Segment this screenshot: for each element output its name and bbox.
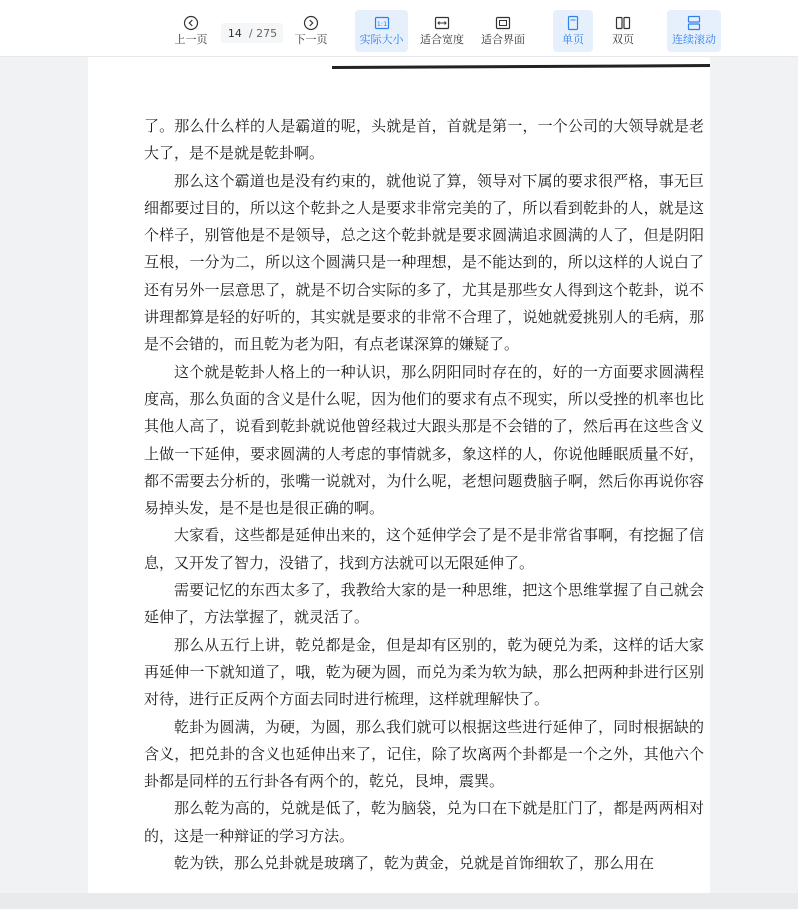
paragraph: 那么从五行上讲，乾兑都是金，但是却有区别的，乾为硬兑为柔，这样的话大家再延伸一下就知道了，哦，乾为硬为圆，而兑为柔为软为缺，那么把两种卦进行区别对待，进行正反两个方面去同时进行梳理，这样就理解快了。 <box>144 635 704 709</box>
continuous-scroll-button[interactable] <box>667 10 721 52</box>
scan-border-top <box>332 64 710 69</box>
chevron-left-circle-icon <box>183 15 199 31</box>
paragraph: 大家看，这些都是延伸出来的，这个延伸学会了是不是非常省事啊，有挖掘了信息，又开发了智力，没错了，找到方法就可以无限延伸了。 <box>144 526 704 572</box>
actual-size-icon <box>374 15 390 31</box>
fit-width-icon <box>434 15 450 31</box>
next-page-button[interactable] <box>291 10 331 52</box>
fit-page-label: 适合界面 <box>481 33 525 46</box>
total-pages: / 275 <box>248 26 278 40</box>
actual-size-button[interactable] <box>355 10 408 52</box>
paragraph: 那么这个霸道也是没有约束的，就他说了算，领导对下属的要求很严格，事无巨细都要过目的，所以这个乾卦之人是要求非常完美的了，所以看到乾卦的人，就是这个样子，别管他是不是领导，总之这个乾卦就是要求圆满追求圆满的人了，但是阴阳互根，一分为二，所以这个圆满只是一种理想，是不能达到的，所以这样的人说白了还有另外一层意思了，就是不切合实际的多了，尤其是那些女人得到这个乾卦，说不讲理都算是轻的好听的，其实就是要求的非常不合理了，说她就爱挑别人的毛病，那是不会错的，而且乾为老为阳，有点老谋深算的嫌疑了。 <box>144 171 704 354</box>
single-page-button[interactable] <box>553 10 593 52</box>
actual-size-label: 实际大小 <box>359 33 404 46</box>
double-page-label: 双页 <box>612 33 634 46</box>
paragraph: 了。那么什么样的人是霸道的呢，头就是首，首就是第一，一个公司的大领导就是老大了，是不是就是乾卦啊。 <box>144 117 704 163</box>
continuous-scroll-icon <box>686 15 702 31</box>
single-page-label: 单页 <box>562 33 584 46</box>
double-page-button[interactable] <box>603 10 643 52</box>
next-page-label: 下一页 <box>294 33 328 46</box>
paragraph: 乾为铁，那么兑卦就是玻璃了，乾为黄金，兑就是首饰细软了，那么用在 <box>174 854 655 873</box>
viewer-toolbar <box>0 0 798 57</box>
horizontal-scrollbar[interactable] <box>0 893 798 909</box>
document-page <box>88 57 710 893</box>
current-page-input[interactable]: 14 <box>227 26 242 40</box>
prev-page-button[interactable] <box>171 10 211 52</box>
chevron-right-circle-icon <box>303 15 319 31</box>
fit-width-button[interactable] <box>417 10 467 52</box>
single-page-icon <box>565 15 581 31</box>
fit-page-icon <box>495 15 511 31</box>
continuous-scroll-label: 连续滚动 <box>672 33 716 46</box>
page-text <box>144 113 704 877</box>
double-page-icon <box>615 15 631 31</box>
paragraph: 那么乾为高的，兑就是低了，乾为脑袋，兑为口在下就是肛门了，都是两两相对的，这是一种辩证的学习方法。 <box>144 799 704 845</box>
page-indicator <box>221 23 283 43</box>
paragraph: 需要记忆的东西太多了，我教给大家的是一种思维，把这个思维掌握了自己就会延伸了，方法掌握了，就灵活了。 <box>144 581 704 627</box>
paragraph: 乾卦为圆满，为硬，为圆，那么我们就可以根据这些进行延伸了，同时根据缺的含义，把兑卦的含义也延伸出来了，记住，除了坎离两个卦都是一个之外，其他六个卦都是同样的五行卦各有两个的，乾兑，艮坤，震巽。 <box>144 717 704 791</box>
fit-width-label: 适合宽度 <box>420 33 464 46</box>
svg-text:1:1: 1:1 <box>376 20 387 28</box>
prev-page-label: 上一页 <box>174 33 208 46</box>
fit-page-button[interactable] <box>478 10 528 52</box>
paragraph: 这个就是乾卦人格上的一种认识，那么阴阳同时存在的，好的一方面要求圆满程度高，那么负面的含义是什么呢，因为他们的要求有点不现实，所以受挫的机率也比其他人高了，说看到乾卦就说他曾经栽过大跟头那是不会错的了，然后再在这些含义上做一下延伸，要求圆满的人考虑的事情就多，象这样的人，你说他睡眠质量不好，都不需要去分析的，张嘴一说就对，为什么呢，老想问题费脑子啊，然后你再说你容易掉头发，是不是也是很正确的啊。 <box>144 362 704 518</box>
